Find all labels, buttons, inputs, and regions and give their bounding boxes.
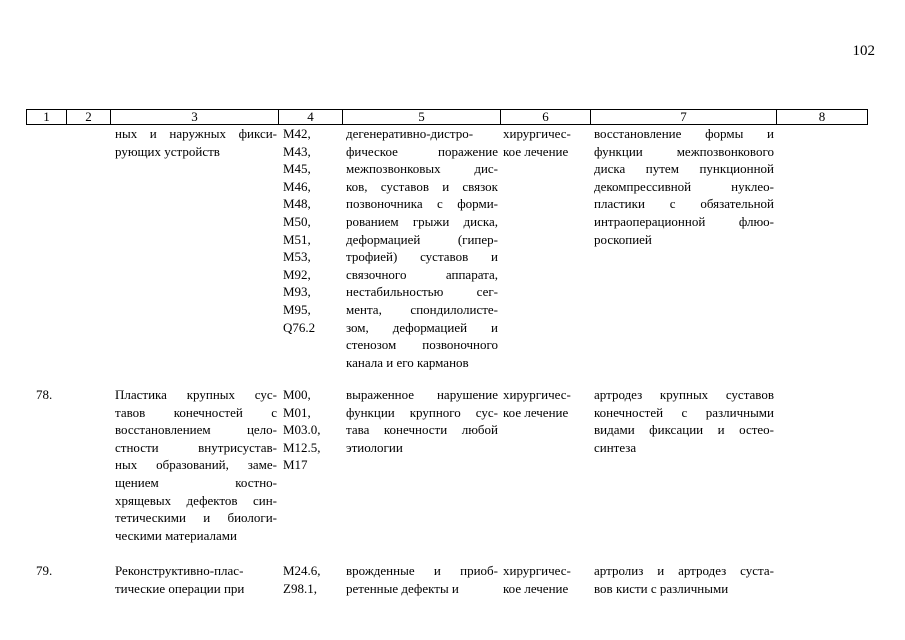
text-line: тава конечности любой xyxy=(346,422,498,438)
text-line: канала и его карманов xyxy=(346,354,469,370)
text-line: M53, xyxy=(283,249,311,265)
column-header-8: 8 xyxy=(777,110,868,125)
text-line: интраоперационной флюо- xyxy=(594,213,774,229)
method-description-cell xyxy=(594,125,774,248)
text-line: хрящевых дефектов син- xyxy=(115,492,277,508)
text-line: конечностей с различными xyxy=(594,404,774,420)
text-line: роскопией xyxy=(594,231,652,247)
method-description-cell xyxy=(594,386,774,456)
text-line: артролиз и артродез суста- xyxy=(594,563,774,578)
text-line: M92, xyxy=(283,266,311,282)
method-name-cell xyxy=(115,125,277,160)
text-line: нестабильностью сег- xyxy=(346,284,498,300)
text-line: трофией) суставов и xyxy=(346,249,498,265)
text-line: M48, xyxy=(283,196,311,212)
treatment-type-cell xyxy=(503,562,583,597)
column-header-2: 2 xyxy=(67,110,111,125)
text-line: 78. xyxy=(36,387,53,402)
text-line: выраженное нарушение xyxy=(346,387,498,402)
column-header-7: 7 xyxy=(591,110,777,125)
text-line: тетическими и биологи- xyxy=(115,510,277,526)
text-line: видами фиксации и остео- xyxy=(594,422,774,438)
text-line: хирургичес- xyxy=(503,126,571,141)
text-line: ных образований, заме- xyxy=(115,457,277,473)
text-line: зом, деформацией и xyxy=(346,319,498,335)
text-line: позвоночника с форми- xyxy=(346,196,498,212)
text-line: Пластика крупных сус- xyxy=(115,387,277,402)
text-line: связочного аппарата, xyxy=(346,266,498,282)
method-description-cell xyxy=(594,562,774,597)
text-line: межпозвонковых дис- xyxy=(346,161,498,177)
text-line: M43, xyxy=(283,143,311,159)
text-line: ных и наружных фикси- xyxy=(115,126,277,141)
text-line: Z98.1, xyxy=(283,580,317,596)
text-line: ческими материалами xyxy=(115,527,237,543)
column-header-1: 1 xyxy=(27,110,67,125)
row-number-cell xyxy=(36,386,66,404)
row-number-cell xyxy=(36,562,66,580)
text-line: рованием грыжи диска, xyxy=(346,213,498,229)
text-line: декомпрессивной нуклео- xyxy=(594,178,774,194)
text-line: ретенные дефекты и xyxy=(346,580,459,596)
text-line: M12.5, xyxy=(283,439,321,455)
text-line: артродез крупных суставов xyxy=(594,387,774,402)
text-line: кое лечение xyxy=(503,404,569,420)
text-line: M45, xyxy=(283,161,311,177)
text-line: 79. xyxy=(36,563,53,578)
text-line: M17 xyxy=(283,457,308,473)
text-line: ков, суставов и связок xyxy=(346,178,498,194)
text-line: M51, xyxy=(283,231,311,247)
patient-model-cell xyxy=(346,125,498,371)
text-line: кое лечение xyxy=(503,580,569,596)
text-line: функции межпозвонкового xyxy=(594,143,774,159)
text-line: тические операции при xyxy=(115,580,245,596)
icd-codes-cell xyxy=(283,125,341,336)
patient-model-cell xyxy=(346,386,498,456)
column-header-6: 6 xyxy=(501,110,591,125)
text-line: Реконструктивно-плас- xyxy=(115,563,244,578)
treatment-type-cell xyxy=(503,125,583,160)
treatment-type-cell xyxy=(503,386,583,421)
text-line: стности внутрисустав- xyxy=(115,439,277,455)
text-line: стенозом позвоночного xyxy=(346,337,498,353)
text-line: Q76.2 xyxy=(283,319,316,335)
text-line: хирургичес- xyxy=(503,563,571,578)
text-line: M03.0, xyxy=(283,422,321,438)
text-line: M50, xyxy=(283,213,311,229)
text-line: M01, xyxy=(283,404,311,420)
text-line: щением костно- xyxy=(115,474,277,490)
icd-codes-cell xyxy=(283,386,341,474)
text-line: диска путем пункционной xyxy=(594,161,774,177)
text-line: мента, спондилолисте- xyxy=(346,301,498,317)
method-name-cell xyxy=(115,386,277,544)
text-line: тавов конечностей с xyxy=(115,404,277,420)
text-line: синтеза xyxy=(594,439,637,455)
column-header-4: 4 xyxy=(279,110,343,125)
text-line: кое лечение xyxy=(503,143,569,159)
method-name-cell xyxy=(115,562,277,597)
text-line: M95, xyxy=(283,301,311,317)
icd-codes-cell xyxy=(283,562,341,597)
column-header-row xyxy=(26,109,868,125)
text-line: вов кисти с различными xyxy=(594,580,729,596)
text-line: M46, xyxy=(283,178,311,194)
text-line: деформацией (гипер- xyxy=(346,231,498,247)
page-number: 102 xyxy=(852,43,875,59)
text-line: этиологии xyxy=(346,439,403,455)
text-line: хирургичес- xyxy=(503,387,571,402)
text-line: фическое поражение xyxy=(346,143,498,159)
text-line: врожденные и приоб- xyxy=(346,563,498,578)
text-line: пластики с обязательной xyxy=(594,196,774,212)
text-line: M93, xyxy=(283,284,311,300)
text-line: M00, xyxy=(283,387,311,402)
text-line: восстановлением цело- xyxy=(115,422,277,438)
patient-model-cell xyxy=(346,562,498,597)
text-line: M24.6, xyxy=(283,563,321,578)
text-line: восстановление формы и xyxy=(594,126,774,141)
text-line: M42, xyxy=(283,126,311,141)
text-line: рующих устройств xyxy=(115,143,220,159)
column-header-3: 3 xyxy=(111,110,279,125)
column-header-5: 5 xyxy=(343,110,501,125)
text-line: дегенеративно-дистро- xyxy=(346,126,474,141)
text-line: функции крупного сус- xyxy=(346,404,498,420)
